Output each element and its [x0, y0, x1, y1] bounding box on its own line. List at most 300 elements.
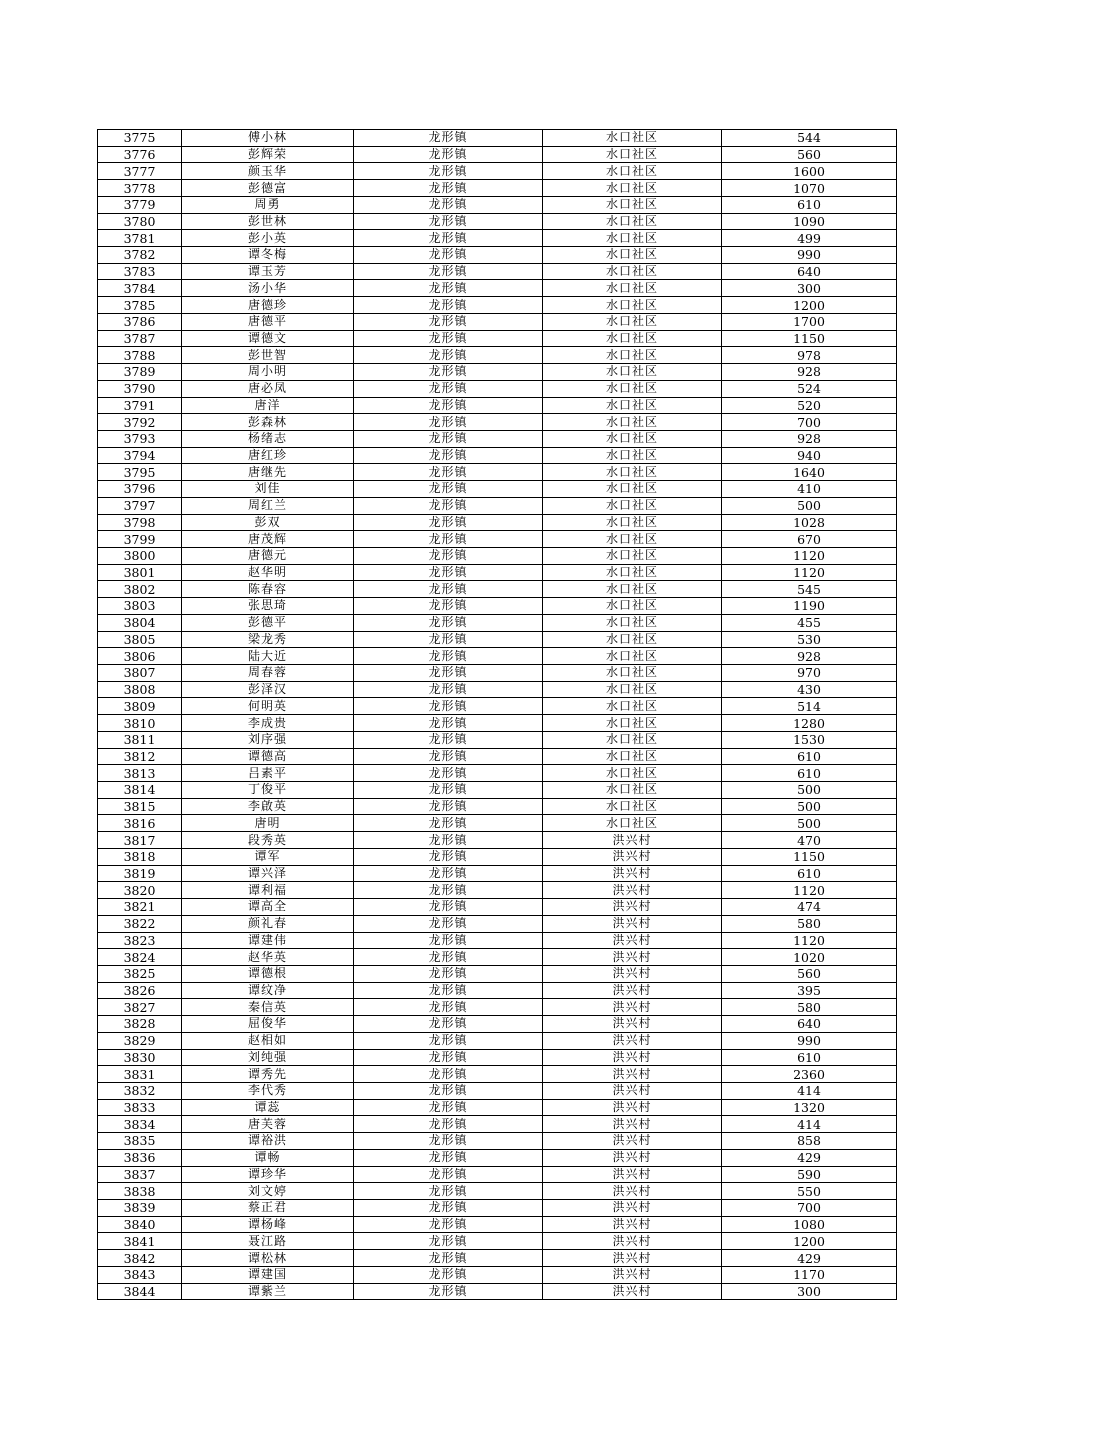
cell-name: 唐德元: [182, 547, 354, 564]
cell-name: 彭森林: [182, 414, 354, 431]
cell-amount: 560: [722, 965, 897, 982]
cell-name: 李成贵: [182, 715, 354, 732]
cell-town: 龙形镇: [354, 430, 543, 447]
cell-name: 汤小华: [182, 280, 354, 297]
cell-amount: 590: [722, 1166, 897, 1183]
cell-number: 3786: [98, 313, 182, 330]
cell-name: 唐洋: [182, 397, 354, 414]
cell-amount: 524: [722, 380, 897, 397]
cell-village: 水口社区: [543, 397, 722, 414]
cell-name: 赵华明: [182, 564, 354, 581]
cell-town: 龙形镇: [354, 397, 543, 414]
cell-number: 3799: [98, 531, 182, 548]
table-row: [98, 1032, 897, 1049]
table-row: [98, 1099, 897, 1116]
cell-number: 3811: [98, 731, 182, 748]
cell-town: 龙形镇: [354, 1149, 543, 1166]
cell-village: 洪兴村: [543, 899, 722, 916]
cell-number: 3826: [98, 982, 182, 999]
cell-village: 水口社区: [543, 230, 722, 247]
cell-number: 3820: [98, 882, 182, 899]
table-row: [98, 364, 897, 381]
cell-village: 洪兴村: [543, 1016, 722, 1033]
cell-name: 唐德珍: [182, 297, 354, 314]
data-table: [97, 129, 897, 1300]
cell-town: 龙形镇: [354, 932, 543, 949]
cell-amount: 670: [722, 531, 897, 548]
cell-name: 刘纯强: [182, 1049, 354, 1066]
cell-number: 3780: [98, 213, 182, 230]
cell-amount: 1120: [722, 932, 897, 949]
cell-village: 水口社区: [543, 648, 722, 665]
table-row: [98, 982, 897, 999]
cell-town: 龙形镇: [354, 1250, 543, 1267]
table-row: [98, 865, 897, 882]
cell-village: 洪兴村: [543, 1283, 722, 1300]
cell-amount: 610: [722, 765, 897, 782]
cell-amount: 530: [722, 631, 897, 648]
table-row: [98, 1149, 897, 1166]
table-row: [98, 213, 897, 230]
cell-amount: 1028: [722, 514, 897, 531]
cell-village: 洪兴村: [543, 1266, 722, 1283]
cell-town: 龙形镇: [354, 748, 543, 765]
cell-name: 彭世智: [182, 347, 354, 364]
cell-number: 3808: [98, 681, 182, 698]
cell-town: 龙形镇: [354, 263, 543, 280]
cell-number: 3784: [98, 280, 182, 297]
cell-amount: 2360: [722, 1066, 897, 1083]
cell-town: 龙形镇: [354, 882, 543, 899]
cell-number: 3788: [98, 347, 182, 364]
cell-number: 3829: [98, 1032, 182, 1049]
cell-amount: 1090: [722, 213, 897, 230]
cell-name: 屈俊华: [182, 1016, 354, 1033]
table-row: [98, 347, 897, 364]
cell-village: 水口社区: [543, 715, 722, 732]
cell-village: 水口社区: [543, 481, 722, 498]
table-row: [98, 230, 897, 247]
cell-town: 龙形镇: [354, 782, 543, 799]
table-row: [98, 1166, 897, 1183]
cell-number: 3827: [98, 999, 182, 1016]
cell-name: 谭利福: [182, 882, 354, 899]
table-row: [98, 1133, 897, 1150]
cell-amount: 545: [722, 581, 897, 598]
table-row: [98, 1216, 897, 1233]
cell-town: 龙形镇: [354, 1266, 543, 1283]
cell-name: 彭德富: [182, 180, 354, 197]
table-row: [98, 313, 897, 330]
cell-number: 3789: [98, 364, 182, 381]
cell-name: 谭蕊: [182, 1099, 354, 1116]
table-row: [98, 965, 897, 982]
cell-village: 水口社区: [543, 130, 722, 147]
cell-name: 蔡正君: [182, 1200, 354, 1217]
cell-number: 3831: [98, 1066, 182, 1083]
cell-amount: 1020: [722, 949, 897, 966]
cell-amount: 1070: [722, 180, 897, 197]
cell-name: 唐继先: [182, 464, 354, 481]
cell-town: 龙形镇: [354, 1233, 543, 1250]
cell-name: 梁龙秀: [182, 631, 354, 648]
cell-village: 水口社区: [543, 447, 722, 464]
cell-amount: 430: [722, 681, 897, 698]
table-row: [98, 581, 897, 598]
cell-number: 3842: [98, 1250, 182, 1267]
table-row: [98, 748, 897, 765]
cell-village: 水口社区: [543, 380, 722, 397]
cell-amount: 500: [722, 815, 897, 832]
cell-town: 龙形镇: [354, 915, 543, 932]
table-row: [98, 1016, 897, 1033]
cell-number: 3776: [98, 146, 182, 163]
cell-amount: 300: [722, 280, 897, 297]
cell-number: 3781: [98, 230, 182, 247]
cell-amount: 470: [722, 832, 897, 849]
cell-amount: 990: [722, 247, 897, 264]
table-row: [98, 848, 897, 865]
cell-amount: 1600: [722, 163, 897, 180]
cell-amount: 970: [722, 665, 897, 682]
cell-name: 段秀英: [182, 832, 354, 849]
cell-number: 3832: [98, 1082, 182, 1099]
table-row: [98, 681, 897, 698]
cell-town: 龙形镇: [354, 982, 543, 999]
cell-name: 李代秀: [182, 1082, 354, 1099]
cell-name: 傅小林: [182, 130, 354, 147]
cell-town: 龙形镇: [354, 1133, 543, 1150]
table-row: [98, 196, 897, 213]
cell-number: 3819: [98, 865, 182, 882]
cell-village: 洪兴村: [543, 1133, 722, 1150]
cell-name: 谭杨峰: [182, 1216, 354, 1233]
cell-village: 洪兴村: [543, 1116, 722, 1133]
cell-village: 洪兴村: [543, 1149, 722, 1166]
cell-amount: 640: [722, 263, 897, 280]
cell-amount: 474: [722, 899, 897, 916]
cell-number: 3823: [98, 932, 182, 949]
cell-town: 龙形镇: [354, 247, 543, 264]
table-row: [98, 999, 897, 1016]
table-row: [98, 1082, 897, 1099]
cell-village: 水口社区: [543, 514, 722, 531]
cell-village: 水口社区: [543, 213, 722, 230]
cell-name: 颜玉华: [182, 163, 354, 180]
cell-number: 3818: [98, 848, 182, 865]
cell-amount: 1640: [722, 464, 897, 481]
cell-village: 洪兴村: [543, 1032, 722, 1049]
cell-town: 龙形镇: [354, 180, 543, 197]
table-row: [98, 899, 897, 916]
table-row: [98, 547, 897, 564]
cell-number: 3817: [98, 832, 182, 849]
cell-number: 3796: [98, 481, 182, 498]
cell-village: 洪兴村: [543, 1166, 722, 1183]
cell-village: 水口社区: [543, 364, 722, 381]
cell-village: 洪兴村: [543, 1066, 722, 1083]
cell-number: 3801: [98, 564, 182, 581]
cell-town: 龙形镇: [354, 631, 543, 648]
cell-village: 洪兴村: [543, 1082, 722, 1099]
table-row: [98, 564, 897, 581]
cell-number: 3802: [98, 581, 182, 598]
cell-village: 水口社区: [543, 297, 722, 314]
cell-number: 3822: [98, 915, 182, 932]
cell-name: 谭冬梅: [182, 247, 354, 264]
cell-name: 聂江路: [182, 1233, 354, 1250]
cell-village: 水口社区: [543, 681, 722, 698]
table-row: [98, 414, 897, 431]
cell-town: 龙形镇: [354, 1283, 543, 1300]
cell-number: 3838: [98, 1183, 182, 1200]
cell-number: 3828: [98, 1016, 182, 1033]
cell-town: 龙形镇: [354, 364, 543, 381]
table-row: [98, 1200, 897, 1217]
table-row: [98, 698, 897, 715]
table-row: [98, 1066, 897, 1083]
cell-amount: 414: [722, 1116, 897, 1133]
cell-name: 赵相如: [182, 1032, 354, 1049]
cell-amount: 1700: [722, 313, 897, 330]
cell-village: 水口社区: [543, 280, 722, 297]
cell-number: 3839: [98, 1200, 182, 1217]
cell-number: 3813: [98, 765, 182, 782]
table-row: [98, 1250, 897, 1267]
cell-amount: 1120: [722, 882, 897, 899]
cell-village: 水口社区: [543, 163, 722, 180]
cell-town: 龙形镇: [354, 130, 543, 147]
cell-town: 龙形镇: [354, 313, 543, 330]
cell-number: 3795: [98, 464, 182, 481]
cell-town: 龙形镇: [354, 614, 543, 631]
cell-name: 颜礼春: [182, 915, 354, 932]
cell-amount: 429: [722, 1250, 897, 1267]
cell-name: 谭德文: [182, 330, 354, 347]
cell-town: 龙形镇: [354, 1216, 543, 1233]
cell-number: 3834: [98, 1116, 182, 1133]
cell-town: 龙形镇: [354, 965, 543, 982]
cell-village: 水口社区: [543, 497, 722, 514]
table-row: [98, 782, 897, 799]
cell-village: 水口社区: [543, 782, 722, 799]
cell-name: 谭德高: [182, 748, 354, 765]
cell-name: 唐芙蓉: [182, 1116, 354, 1133]
cell-name: 何明英: [182, 698, 354, 715]
cell-town: 龙形镇: [354, 447, 543, 464]
table-row: [98, 531, 897, 548]
cell-amount: 544: [722, 130, 897, 147]
cell-town: 龙形镇: [354, 414, 543, 431]
cell-amount: 700: [722, 1200, 897, 1217]
cell-number: 3814: [98, 782, 182, 799]
cell-number: 3844: [98, 1283, 182, 1300]
cell-name: 谭畅: [182, 1149, 354, 1166]
table-row: [98, 949, 897, 966]
cell-village: 洪兴村: [543, 965, 722, 982]
cell-amount: 520: [722, 397, 897, 414]
cell-town: 龙形镇: [354, 146, 543, 163]
cell-amount: 580: [722, 999, 897, 1016]
cell-town: 龙形镇: [354, 798, 543, 815]
cell-town: 龙形镇: [354, 547, 543, 564]
cell-town: 龙形镇: [354, 715, 543, 732]
cell-amount: 1080: [722, 1216, 897, 1233]
cell-number: 3787: [98, 330, 182, 347]
cell-town: 龙形镇: [354, 380, 543, 397]
cell-amount: 928: [722, 648, 897, 665]
cell-village: 水口社区: [543, 547, 722, 564]
cell-amount: 1120: [722, 564, 897, 581]
cell-number: 3824: [98, 949, 182, 966]
cell-name: 谭德根: [182, 965, 354, 982]
table-row: [98, 665, 897, 682]
cell-number: 3805: [98, 631, 182, 648]
cell-town: 龙形镇: [354, 581, 543, 598]
cell-amount: 1150: [722, 330, 897, 347]
cell-village: 水口社区: [543, 564, 722, 581]
table-row: [98, 1233, 897, 1250]
cell-number: 3812: [98, 748, 182, 765]
cell-village: 洪兴村: [543, 932, 722, 949]
cell-village: 洪兴村: [543, 882, 722, 899]
cell-number: 3779: [98, 196, 182, 213]
table-row: [98, 397, 897, 414]
cell-name: 彭小英: [182, 230, 354, 247]
cell-amount: 1190: [722, 598, 897, 615]
table-row: [98, 614, 897, 631]
cell-number: 3782: [98, 247, 182, 264]
table-row: [98, 882, 897, 899]
cell-amount: 1120: [722, 547, 897, 564]
cell-village: 水口社区: [543, 748, 722, 765]
cell-village: 水口社区: [543, 330, 722, 347]
table-row: [98, 1116, 897, 1133]
cell-amount: 429: [722, 1149, 897, 1166]
cell-name: 彭辉荣: [182, 146, 354, 163]
table-row: [98, 447, 897, 464]
cell-amount: 514: [722, 698, 897, 715]
table-body: [98, 130, 897, 1300]
table-row: [98, 430, 897, 447]
cell-village: 水口社区: [543, 665, 722, 682]
cell-number: 3833: [98, 1099, 182, 1116]
cell-town: 龙形镇: [354, 648, 543, 665]
cell-town: 龙形镇: [354, 832, 543, 849]
cell-number: 3785: [98, 297, 182, 314]
cell-amount: 940: [722, 447, 897, 464]
cell-number: 3840: [98, 1216, 182, 1233]
cell-number: 3830: [98, 1049, 182, 1066]
table-row: [98, 715, 897, 732]
cell-village: 水口社区: [543, 598, 722, 615]
cell-amount: 610: [722, 865, 897, 882]
cell-name: 谭高全: [182, 899, 354, 916]
table-row: [98, 380, 897, 397]
table-row: [98, 798, 897, 815]
cell-town: 龙形镇: [354, 1200, 543, 1217]
cell-village: 洪兴村: [543, 949, 722, 966]
table-row: [98, 765, 897, 782]
cell-number: 3797: [98, 497, 182, 514]
cell-town: 龙形镇: [354, 1116, 543, 1133]
cell-number: 3810: [98, 715, 182, 732]
cell-town: 龙形镇: [354, 1049, 543, 1066]
cell-number: 3783: [98, 263, 182, 280]
cell-number: 3816: [98, 815, 182, 832]
table-row: [98, 815, 897, 832]
cell-amount: 640: [722, 1016, 897, 1033]
cell-village: 洪兴村: [543, 1250, 722, 1267]
cell-village: 洪兴村: [543, 848, 722, 865]
cell-town: 龙形镇: [354, 1099, 543, 1116]
table-row: [98, 915, 897, 932]
cell-name: 彭德平: [182, 614, 354, 631]
cell-amount: 928: [722, 430, 897, 447]
cell-town: 龙形镇: [354, 196, 543, 213]
cell-name: 谭军: [182, 848, 354, 865]
table-row: [98, 832, 897, 849]
table-row: [98, 514, 897, 531]
cell-name: 唐红珍: [182, 447, 354, 464]
cell-amount: 928: [722, 364, 897, 381]
cell-number: 3777: [98, 163, 182, 180]
cell-village: 水口社区: [543, 581, 722, 598]
cell-town: 龙形镇: [354, 1032, 543, 1049]
cell-name: 陈春容: [182, 581, 354, 598]
table-row: [98, 146, 897, 163]
cell-amount: 1200: [722, 297, 897, 314]
cell-town: 龙形镇: [354, 163, 543, 180]
cell-name: 李啟英: [182, 798, 354, 815]
table-row: [98, 297, 897, 314]
table-row: [98, 247, 897, 264]
cell-number: 3798: [98, 514, 182, 531]
cell-name: 谭裕洪: [182, 1133, 354, 1150]
cell-amount: 978: [722, 347, 897, 364]
cell-name: 周春蓉: [182, 665, 354, 682]
cell-amount: 560: [722, 146, 897, 163]
cell-name: 唐明: [182, 815, 354, 832]
cell-number: 3793: [98, 430, 182, 447]
cell-number: 3815: [98, 798, 182, 815]
cell-town: 龙形镇: [354, 1016, 543, 1033]
cell-village: 水口社区: [543, 414, 722, 431]
cell-amount: 550: [722, 1183, 897, 1200]
table-row: [98, 598, 897, 615]
cell-town: 龙形镇: [354, 280, 543, 297]
cell-amount: 500: [722, 798, 897, 815]
cell-name: 周红兰: [182, 497, 354, 514]
cell-amount: 300: [722, 1283, 897, 1300]
cell-town: 龙形镇: [354, 1183, 543, 1200]
table-row: [98, 1266, 897, 1283]
cell-number: 3792: [98, 414, 182, 431]
cell-town: 龙形镇: [354, 865, 543, 882]
cell-name: 彭世林: [182, 213, 354, 230]
cell-town: 龙形镇: [354, 999, 543, 1016]
cell-number: 3800: [98, 547, 182, 564]
cell-number: 3791: [98, 397, 182, 414]
cell-number: 3775: [98, 130, 182, 147]
cell-town: 龙形镇: [354, 347, 543, 364]
cell-town: 龙形镇: [354, 497, 543, 514]
cell-town: 龙形镇: [354, 330, 543, 347]
cell-name: 谭玉芳: [182, 263, 354, 280]
cell-name: 丁俊平: [182, 782, 354, 799]
cell-town: 龙形镇: [354, 949, 543, 966]
table-row: [98, 280, 897, 297]
